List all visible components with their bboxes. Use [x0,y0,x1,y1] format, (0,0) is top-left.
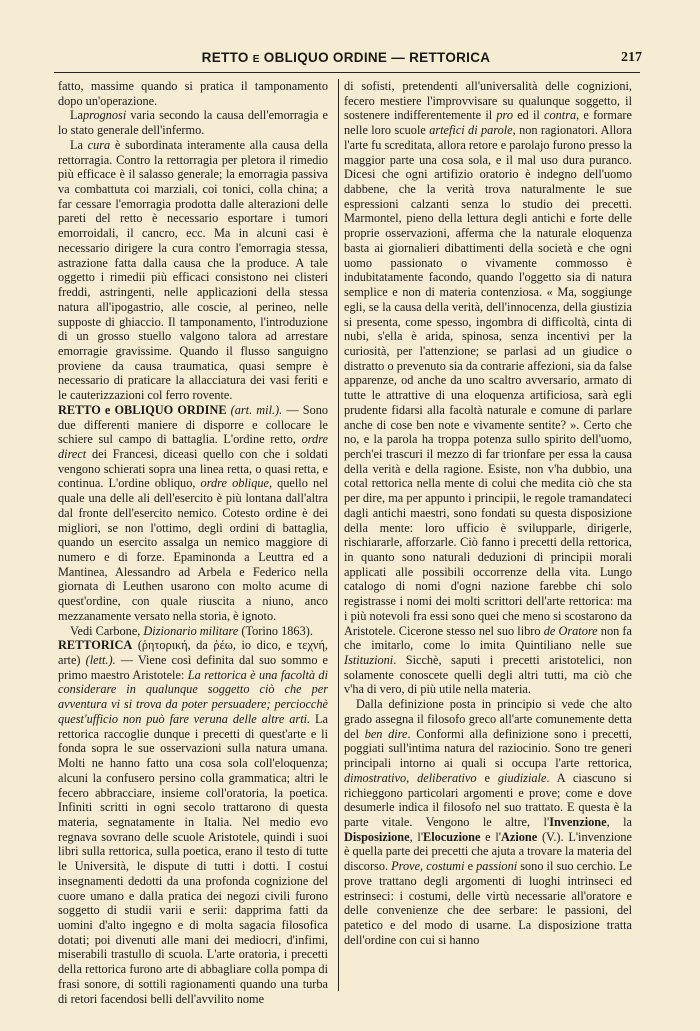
text-run: , la [606,814,632,829]
text-run: — Viene così definita dal suo sommo e primo maestro Aristotele: [58,653,329,682]
text-run: Invenzione [549,814,607,829]
text-run: Disposizione [344,829,410,844]
text-run: Dalla definizione posta in principio si vede che alto grado assegna il filosofo greco all'arte comunemente detta del [344,697,632,741]
text-run: non fa che imitarlo, come lo imita Quintiliano nelle sue [344,623,632,653]
text-run: dimostrativo, deliberativo [344,770,477,785]
running-head [52,50,640,74]
paragraph [58,138,328,403]
text-run: di sofisti, pretendenti all'universalità delle cognizioni, fecero mestiere l'improvvisare su qualunque soggetto, il sostenere indifferentemente il [344,79,632,123]
entry-retto-obliquo-ordine [58,403,328,624]
text-run: ordre direct [58,432,328,461]
paragraph [58,79,328,108]
text-run: artefici di parole [429,123,513,138]
text-run: Dizionario militare [143,623,239,638]
text-run: La rettorica raccoglie dunque i precetti di quest'arte e li fonda sopra le sue osservazioni sulla natura umana. Molti ne hanno fatto una cosa sola coll'eloquenza; alcuni la confusero persino colla grammatica; altri le fecero abbracciare, insieme coll'oratoria, la poetica. Infiniti scritti in ogni secolo trattarono di questa materia, segnatamente in Italia. Nel medio evo regnava sovrano delle scuole Aristotele, quindi i suoi libri sulla rettorica, sulla poetica, erano il testo di tutte le Università, le dispute di tutti i dotti. I costui insegnamenti dedotti da una profonda cognizione del cuore umano e dalla pratica dei negozi civili furono soggetto di studii varii e serii: dapprima fatti da uomini d'alto ingegno e di molta sagacia filosofica dotati; poi divenuti alle mani dei mediocri, d'infimi, miserabili trastullo di scuola. L'arte oratoria, i precetti della rettorica furono arte di abbagliare colla pompa di frasi sonore, di sottili ragionamenti quando una turba di retori facendosi belli dell'avvilito nome [58,711,328,1006]
text-run: , e formare nelle loro scuole [344,108,632,138]
text-run: . Conformi alla definizione sono i precetti, poggiati sull'intima natura del raziocinio. Sono tre generi principali intorno ai quali si occupa l'arte rettorica, [344,726,632,771]
text-run: e [464,859,477,874]
text-run: La [70,137,88,152]
text-run: ed il [513,108,545,123]
column-divider [338,79,339,991]
text-run: ben dire [364,726,408,741]
text-run: (lett.). [85,653,116,668]
text-run: de Oratore [543,623,598,638]
text-run: . A ciascuno si richieggono particolari argomenti e prove; come e dove desumerle indica il filosofo nel suo trattato. E questa è la parte vitale. Vengono le altre, l' [344,770,633,829]
text-run: — Sono due differenti maniere di disporre e collocare le schiere sul campo di battaglia. L'ordine retto, [58,402,329,447]
title-part-rest: OBLIQUO ORDINE — RETTORICA [263,50,491,65]
text-run: (ῥητορική, da ῥέω, io dico, e τεχνή, arte) [58,638,328,668]
text-run: (art. mil.). [230,402,283,417]
text-run: giudiziale [497,770,547,785]
right-column [344,79,632,947]
text-run: passioni [476,859,518,874]
entry-rettorica [58,638,328,1006]
text-run: e [476,770,498,785]
left-column [58,79,328,1006]
text-run: Prove, costumi [391,859,465,874]
text-run: La [70,108,83,123]
page-number: 217 [621,50,642,65]
text-run: . Sicchè, saputi i precetti aristotelici, non solamente conoscete quelli degli altri tutti, ma ciò che v'ha di vero, di più utile nella materia. [344,653,632,697]
text-run: e l' [480,829,502,844]
text-run: Istituzioni [344,653,394,668]
text-run: , non ragionatori. Allora l'arte fu screditata, allora retore e parolajo furono presso la maggior parte una cosa sola, e il mal uso dura puranco. Dicesi che ogni artifizio oratorio è indegno dell'uomo dabbene, che la verità trova naturalmente le sue espressioni calzanti senza lo studio dei precetti. Marmontel, pieno della lettura degli antichi e forte delle proprie osservazioni, afferma che la naturale eloquenza basta ai giornalieri dibattimenti della società e che ogni uomo passionato o vivamente commosso è indubitatamente facondo, quando l'oggetto sia di natura semplice e non di materia contenziosa. « Ma, soggiunge egli, se la causa della verità, dell'innocenza, della giustizia si presenta, come spesso, ingombra di difficoltà, cinta di nubi, s'ella è arida, spinosa, senza incentivi per la curiosità, per l'attenzione; se parlasi ad un giudice o distratto o prevenuto sia da contrarie affezioni, sia da false apparenze, od anche da uno scaltro avversario, armato di tutte le attrattive di una eloquenza artificiosa, sarà egli prudente fidarsi alla facoltà naturale e comune di parlare anche di cose ben note e vivamente sentite? ». Certo che no, e la parola ha troppa potenza sullo spirito dell'uomo, perch'ei trascuri il mezzo di far trionfare per essa la causa della verità e della ragione. Esiste, non v'ha dubbio, una cotal rettorica nella mente di colui che medita ciò che sta per dire, ma per appunto i principii, le regole tramandateci dagli antichi maestri, sono fondati su questa disposizione della mente: loro ufficio è svilupparle, dirigerle, rischiararle, afforzarle. Ciò fanno i precetti della rettorica, in quanto sono naturali deduzioni di principii morali applicati alle possibili occorrenze della vita. Lungo catalogo di nomi d'ogni nazione farebbe chi solo registrasse i nomi dei molti scrittori dell'arte rettorica: ma i più notevoli fra essi sono quei che meno si scostarono da Aristotele. Cicerone stesso nel suo libro [344,123,632,638]
text-run: cura [87,137,111,152]
entry-heading: RETTO e OBLIQUO ORDINE [58,402,227,417]
text-run: , quello nel quale una delle ali dell'esercito è più lontana dall'altra dal fronte dell'esercito nemico. Cotesto ordine è dei migliori, se non l'ottimo, degli ordini di battaglia, quando un esercito assalga un nemico maggiore di numero e di forze. Epaminonda a Leuttra ed a Mantinea, Alessandro ad Arbela e Federico nella giornata di Leuthen usarono con molto acume di quest'ordine, con quale riuscita a niuno, anco mezzanamente versato nella storia, è ignoto. [58,476,329,623]
text-run: prognosi [82,108,127,123]
text-run: pro [496,108,513,123]
text-run: ordre oblique [200,476,269,491]
title-part-retto: RETTO [201,50,249,65]
paragraph [344,79,632,697]
text-run: è subordinata interamente alla causa della rettorragia. Contro la rettorragia per pletora il rimedio più efficace è il salasso generale; la emorragia passiva va combattuta coi marziali, coi tonici, colla china; a far cessare l'emorragia prodotta dalle alterazioni delle pareti del retto è necessario esportare i tumori emorroidali, il cancro, ecc. Ma in alcuni casi è necessario dirigere la cura contro l'emorragia stessa, astrazione fatta dalla causa che la produce. A tale oggetto i rimedii più efficaci consistono nei clisteri freddi, astringenti, nelle applicazioni della stessa natura all'ipogastrio, alle coscie, al perineo, nelle supposte di ghiaccio. Il tamponamento, l'introduzione di un grosso stuello valgono talora ad arrestare emorragie gravissime. Quando il flusso sanguigno proviene da causa traumatica, quasi sempre è necessario di praticare la allacciatura dei vasi feriti e le cauterizzazioni col ferro rovente. [58,137,328,403]
text-run: La rettorica è una facoltà di considerare in qualunque soggetto ciò che per avventura vi si trova da poter persuadere; perciocchè quest'ufficio non può fare veruna delle altre arti. [58,667,328,726]
text-run: Elocuzione [423,829,481,844]
text-run: dei Francesi, diceasi quello con che i soldati vengono schierati sopra una linea retta, o quasi retta, e continua. L'ordine obliquo, [58,446,328,491]
entry-heading: RETTORICA [58,638,133,653]
text-run: Azione [501,829,538,844]
text-run: varia secondo la causa dell'emorragia e lo stato generale dell'infermo. [58,108,328,138]
paragraph [344,697,632,947]
reference [58,624,328,639]
paragraph [58,108,328,137]
header-rule [54,72,640,73]
page-title [52,50,640,65]
text-run: Vedi Carbone, [70,623,144,638]
text-run: (V.). L'invenzione è quella parte dei precetti che ajuta a trovare la materia del discorso. [344,829,633,874]
text-run: contra [544,108,577,123]
title-part-e: E [252,54,260,65]
text-run: fatto, massime quando si pratica il tamponamento dopo un'operazione. [58,79,328,108]
text-run: , l' [409,829,424,844]
text-run: sono il suo cerchio. Le prove trattano degli argomenti di luoghi intrinseci ed estrinseci: i costumi, delle virtù necessarie all'oratore e delle convenienze che dee serbare: le passioni, del patetico e del modo di usarne. La disposizione tratta dell'ordine con cui si hanno [344,859,632,947]
text-run: (Torino 1863). [238,623,313,638]
